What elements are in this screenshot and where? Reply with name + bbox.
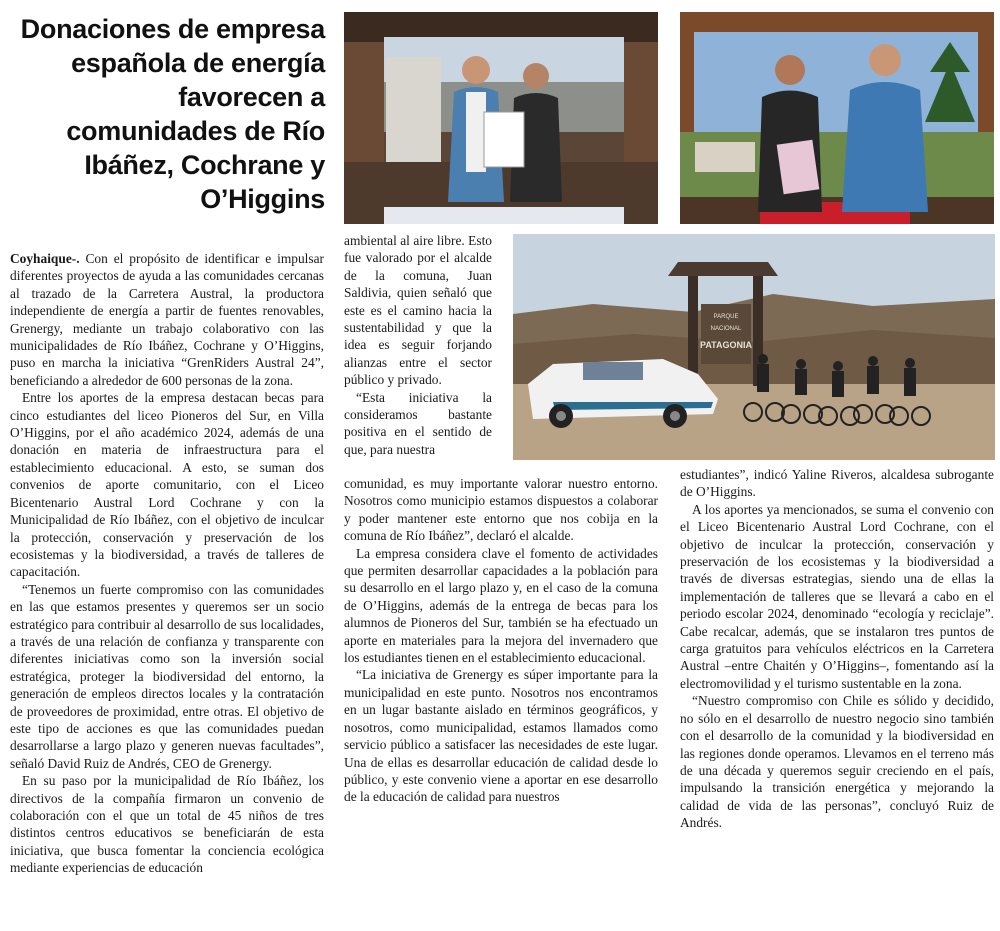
article-column-1 bbox=[10, 250, 324, 877]
park-sign-line-2: NACIONAL bbox=[710, 326, 742, 332]
article-paragraph-8-cont: estudiantes”, indicó Yaline Riveros, alcaldesa subrogante de O’Higgins. bbox=[680, 467, 994, 500]
article-column-2-top bbox=[344, 232, 492, 458]
article-paragraph-6-cont: comunidad, es muy importante valorar nuestro entorno. Nosotros como municipio estamos dispuestos a colaborar y poder mantener este entorno que nos cobija en la comuna de Río Ibáñez”, declaró el alcalde. bbox=[344, 476, 658, 544]
headline: Donaciones de empresa española de energía favorecen a comunidades de Río Ibáñez, Cochrane y O’Higgins bbox=[20, 14, 325, 214]
dateline: Coyhaique-. bbox=[10, 251, 80, 266]
photo-handshake bbox=[680, 12, 994, 224]
article-paragraph-2: Entre los aportes de la empresa destacan becas para cinco estudiantes del liceo Pioneros del Sur, en Villa O’Higgins, por el año académico 2024, además de una donación en materia de infraestructura para el establecimiento educacional. A esto, se suman dos convenios de aporte comunitario, con el Liceo Bicentenario Austral Lord Cochrane y con la Municipalidad de Río Ibáñez, con el objetivo de inculcar la protección, conservación y preservación de los ecosistemas y la biodiversidad, a través de talleres de capacitación. bbox=[10, 390, 324, 580]
article-column-3 bbox=[680, 466, 994, 832]
article-paragraph-8: “La iniciativa de Grenergy es súper importante para la municipalidad en este punto. Nosotros nos encontramos en un lugar bastante aislado en términos geográficos, y nosotros, como municipalidad, estamos llamados como servicio público a satisfacer las necesidades de este lugar. Una de ellas es desarrollar educación de calidad desde lo público, y este convenio viene a aportar en ese desarrollo de la educación de calidad para nuestros bbox=[344, 667, 658, 805]
article-paragraph-6: “Esta iniciativa la consideramos bastante positiva en el sentido de que, para nuestra bbox=[344, 389, 492, 457]
article-column-2-bottom bbox=[344, 475, 658, 806]
article-paragraph-10: “Nuestro compromiso con Chile es sólido y decidido, no sólo en el desarrollo de nuestro negocio sino también con el desarrollo de la comunidad y la biodiversidad en las regiones donde operamos. Llevamos en el terreno más de una década y queremos seguir creciendo en el país, impulsando la transición energética y mejorando la calidad de vida de las personas”, concluyó Ruiz de Andrés. bbox=[680, 693, 994, 831]
article-paragraph-1: Coyhaique-. Con el propósito de identificar e impulsar diferentes proyectos de ayuda a las comunidades cercanas al trazado de la Carretera Austral, la productora independiente de energía a partir de fuentes renovables, Grenergy, mediante un trabajo colaborativo con las municipalidades de Río Ibáñez, Cochrane y O’Higgins, puso en marcha la iniciativa “GrenRiders Austral 24”, beneficiando a alrededor de 600 personas de la zona. bbox=[10, 251, 324, 388]
park-sign-line-3: PATAGONIA bbox=[700, 340, 752, 350]
article-paragraph-5: ambiental al aire libre. Esto fue valorado por el alcalde de la comuna, Juan Saldivia, quien señaló que este es el camino hacia la sustentabilidad y que la idea es seguir forjando alianzas entre el sector público y privado. bbox=[344, 233, 492, 388]
photo-signing-document bbox=[344, 12, 658, 224]
park-sign-line-1: PARQUE bbox=[713, 314, 739, 320]
photo-cyclists-park bbox=[513, 234, 995, 460]
article-paragraph-3: “Tenemos un fuerte compromiso con las comunidades en las que estamos presentes y queremos ser un socio estratégico para contribuir al desarrollo de sus localidades, a través de una relación de confianza y transparente con diferentes iniciativas como son la inversión social estratégica, proteger la biodiversidad del entorno, la generación de empleos directos locales y la contratación de proveedores de proximidad, entre otras. El objetivo de este tipo de acciones es que las comunidades puedan desarrollarse a largo plazo y generen nuevas facultades”, señaló David Ruiz de Andrés, CEO de Grenergy. bbox=[10, 581, 324, 771]
article-paragraph-7: La empresa considera clave el fomento de actividades que permiten desarrollar capacidades a la población para su desarrollo en el largo plazo y, en el caso de la comuna de O’Higgins, además de la entrega de becas para los alumnos de Pioneros del Sur, también se ha efectuado un aporte en materiales para la mejora del invernadero que los estudiantes tienen en el establecimiento educacional. bbox=[344, 545, 658, 666]
article-paragraph-9: A los aportes ya mencionados, se suma el convenio con el Liceo Bicentenario Austral Lord Cochrane, con el objetivo de inculcar la protección, conservación y preservación de los ecosistemas y la biodiversidad a través de diversas estrategias, siendo una de ellas la implementación de talleres que se llevará a cabo en el periodo escolar 2024, denominado “ecología y reciclaje”. Cabe recalcar, además, que se instalaron tres puntos de carga gratuitos para vehículos eléctricos en la Carretera Austral –entre Chaitén y O’Higgins–, fomentando así la electromovilidad y el turismo sustentable en la zona. bbox=[680, 501, 994, 691]
article-paragraph-4: En su paso por la municipalidad de Río Ibáñez, los directivos de la compañía firmaron un convenio de colaboración con el que un total de 45 niños de tres distintos centros educativos se beneficiarán de esta iniciativa, que busca fomentar la conciencia ecológica mediante experiencias de educación bbox=[10, 773, 324, 876]
